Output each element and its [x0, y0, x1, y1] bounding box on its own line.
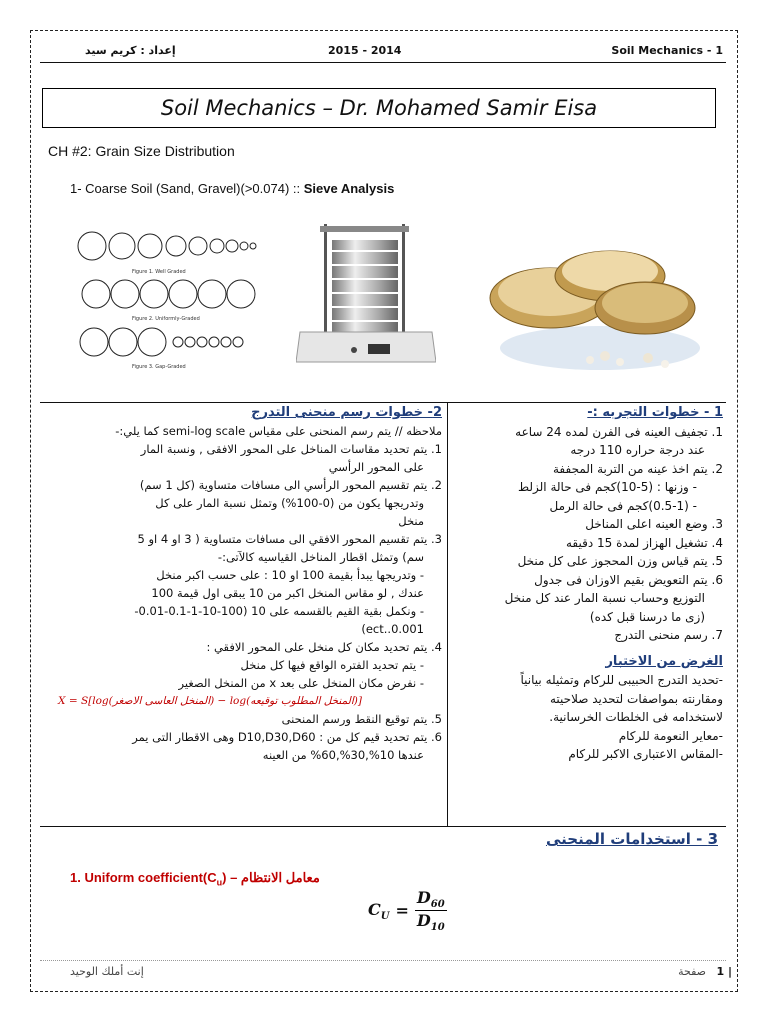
column-divider — [447, 402, 448, 826]
step-line: 5. يتم قياس وزن المحجوز على كل منخل — [517, 554, 723, 568]
step-line: 4. تشغيل الهزاز لمدة 15 دقيقه — [565, 535, 723, 550]
curve-line: 1. يتم تحديد مقاسات المناخل على المحور الافقى , ونسبة المار — [140, 442, 442, 456]
table-bottom-rule — [40, 826, 726, 827]
curve-line: سم) وتمثل اقطار المناخل القياسيه كالآتى:- — [217, 550, 424, 564]
curve-line: 0.001..ect) — [361, 622, 424, 636]
cu-den-symbol: D — [416, 911, 431, 931]
curve-line: عندك , لو مقاس المنخل اكبر من 10 يبقى اول قيمة 100 — [151, 586, 424, 600]
table-top-rule — [40, 402, 726, 403]
brass-sieves-image — [470, 228, 710, 378]
doc-title: Soil Mechanics – Dr. Mohamed Samir Eisa — [160, 96, 598, 120]
curve-line: 2. يتم تقسيم المحور الرأسي الى مسافات متساوية (كل 1 سم) — [139, 478, 442, 492]
cu-lhs — [368, 900, 389, 922]
position-formula: X = S[log(المنخل العاسى الاصغر) − log(المنخل المطلوب توقيعه)] — [58, 695, 362, 707]
uniform-coefficient-label — [70, 870, 320, 888]
step-line: 7. رسم منحنى التدرج — [614, 628, 723, 642]
step-line: عند درجة حراره 110 درجه — [570, 443, 705, 457]
cu-lhs-sub: U — [380, 910, 390, 922]
sieve-shaker-image — [296, 220, 436, 370]
step-line: - (0.5-1)كجم فى حالة الرمل — [549, 498, 697, 513]
curve-line: 6. يتم تحديد قيم كل من : D10,D30,D60 وهى الاقطار التى يمر — [132, 730, 442, 744]
curve-line: منخل — [398, 514, 424, 528]
purpose-line: ومقارنته بمواصفات لتحديد صلاحيته — [549, 691, 723, 706]
curve-line: 4. يتم تحديد مكان كل منخل على المحور الافقي : — [206, 640, 442, 654]
header-rule — [40, 62, 726, 63]
section1-text: 1- Coarse Soil (Sand, Gravel)(>0.074) :: — [70, 181, 304, 196]
footer-page-number: 1 | — [716, 965, 732, 978]
cu-equals: = — [395, 901, 409, 921]
cu-lhs-symbol: C — [368, 899, 381, 919]
section1-bold: Sieve Analysis — [303, 181, 395, 196]
purpose-heading: الغرض من الاختبار — [605, 653, 723, 669]
curve-line: وتدريجها يكون من (0-100%) وتمثل نسبة المار على كل — [155, 496, 424, 510]
cu-num-sub: 60 — [430, 899, 445, 911]
fig3-caption: Figure 3. Gap-Graded — [132, 364, 186, 370]
cu-formula — [368, 888, 447, 933]
step-line: - وزنها : (5-10)كجم فى حالة الزلط — [517, 480, 697, 494]
curve-line: عندها 10%,30%,60% من العينه — [262, 748, 424, 762]
step-line: (زى ما درسنا قبل كده) — [589, 609, 705, 624]
curve-line: 5. يتم توقيع النقط ورسم المنحنى — [281, 712, 442, 726]
curve-line: 3. يتم تقسيم المحور الافقي الى مسافات متساوية ( 3 او 4 او 5 — [137, 532, 442, 546]
curve-line: على المحور الرأسي — [328, 460, 424, 474]
uc-label-sub: u — [216, 877, 223, 888]
gradation-figure — [74, 228, 274, 373]
uc-label-main: 1. Uniform coefficient(C — [70, 870, 217, 885]
curve-heading: 2- خطوات رسم منحنى التدرج — [251, 405, 442, 420]
purpose-line: -معاير النعومة للركام — [618, 728, 723, 743]
chapter-heading: CH #2: Grain Size Distribution — [48, 143, 235, 159]
cu-denominator — [415, 911, 447, 933]
purpose-line: -تحديد التدرج الحبيبى للركام وتمثيله بيانياً — [520, 673, 723, 687]
curve-steps — [42, 404, 442, 764]
step-line: التوزيع وحساب نسبة المار عند كل منخل — [504, 591, 705, 605]
curve-line: ملاحظه // يتم رسم المنحنى على مقياس semi-log scale كما يلي:- — [115, 424, 442, 438]
purpose-line: -المقاس الاعتبارى الاكبر للركام — [568, 747, 723, 761]
fig1-caption: Figure 1. Well Graded — [132, 269, 186, 275]
experiment-steps — [455, 404, 723, 764]
experiment-heading: 1 - خطوات التجربه :- — [587, 405, 723, 420]
curve-line: - ونكمل بقية القيم بالقسمه على 10 (100-10-1-0.1-0.01- — [134, 604, 424, 618]
header-author: إعداد : كريم سيد — [85, 44, 176, 57]
header-year: 2015 - 2014 — [328, 44, 402, 57]
section3-heading: 3 - استخدامات المنحنى — [545, 830, 718, 848]
curve-line: - وتدريجها يبدأ بقيمة 100 او 10 : على حسب اكبر منخل — [156, 568, 424, 582]
section1-heading — [70, 181, 394, 196]
footer-note: إنت أملك الوحيد — [70, 965, 144, 978]
cu-den-sub: 10 — [430, 922, 445, 934]
curve-line: - يتم تحديد الفتره الواقع فيها كل منخل — [240, 658, 424, 672]
purpose-line: لاستخدامه فى الخلطات الخرسانية. — [549, 710, 723, 724]
curve-line: - نفرض مكان المنخل على بعد x من المنخل الصغير — [178, 676, 424, 690]
step-line: 6. يتم التعويض بقيم الاوزان فى جدول — [534, 572, 723, 587]
footer-rule — [40, 960, 726, 961]
step-line: 2. يتم اخذ عينه من التربة المجففة — [553, 461, 723, 476]
fig2-caption: Figure 2. Uniformly-Graded — [132, 316, 200, 322]
cu-fraction — [415, 888, 447, 933]
footer-page-word: صفحة — [678, 965, 706, 978]
uc-label-rest: ) – معامل الانتظام — [222, 870, 320, 885]
step-line: 1. تجفيف العينه فى الفرن لمده 24 ساعه — [515, 424, 723, 439]
cu-numerator — [415, 888, 447, 911]
title-box — [42, 88, 716, 128]
cu-num-symbol: D — [416, 888, 431, 907]
header-course: Soil Mechanics - 1 — [611, 44, 723, 57]
step-line: 3. وضع العينه اعلى المناخل — [585, 517, 723, 531]
